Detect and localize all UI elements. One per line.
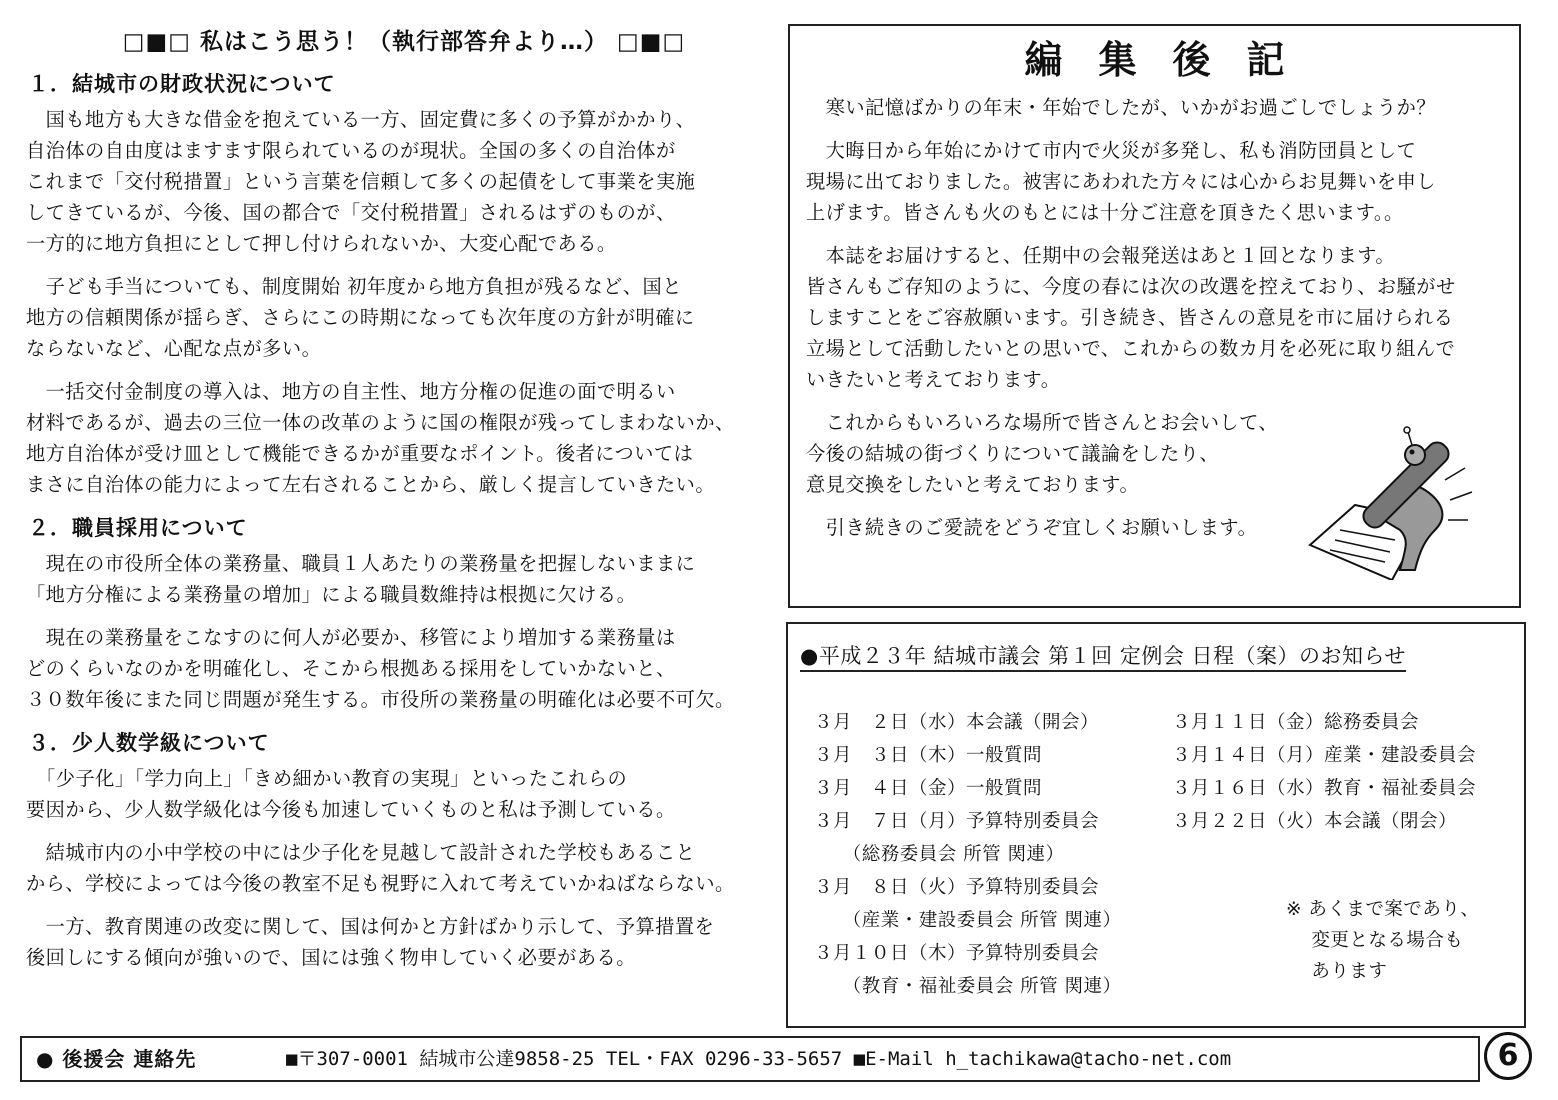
text-line: いきたいと考えております。 bbox=[806, 368, 1061, 391]
text-line: どのくらいなのかを明確化し、そこから根拠ある採用をしていかないと、 bbox=[26, 657, 676, 680]
text-line: 一方、教育関連の改変に関して、国は何かと方針ばかり示して、予算措置を bbox=[26, 915, 715, 938]
note-line: ※ あくまで案であり、 bbox=[1286, 899, 1480, 920]
text-line: 子ども手当についても、制度開始 初年度から地方負担が残るなど、国と bbox=[26, 275, 682, 298]
text-line: 寒い記憶ばかりの年末・年始でしたが、いかがお過ごしでしょうか？ bbox=[806, 96, 1436, 119]
footer-contact: ■〒307-0001 結城市公達9858-25 TEL・FAX 0296-33-5657 ■E-Mail h_tachikawa@tacho-net.com bbox=[286, 1048, 1232, 1070]
text-line: 皆さんもご存知のように、今度の春には次の改選を控えており、お騒がせ bbox=[806, 275, 1456, 298]
schedule-row: ３月１０日（木）予算特別委員会 bbox=[814, 943, 1100, 964]
left-header: □■□ 私はこう思う！（執行部答弁より…） □■□ bbox=[122, 29, 686, 55]
text-line: ならないなど、心配な点が多い。 bbox=[26, 337, 322, 360]
text-line: 「地方分権による業務量の増加」による職員数維持は根拠に欠ける。 bbox=[26, 583, 637, 606]
text-line: から、学校によっては今後の教室不足も視野に入れて考えていかねばならない。 bbox=[26, 872, 735, 895]
note-line: 変更となる場合も bbox=[1286, 930, 1464, 951]
text-line: 引き続きのご愛読をどうぞ宜しくお願いします。 bbox=[806, 516, 1258, 539]
paragraph bbox=[26, 548, 790, 610]
text-line: 現在の市役所全体の業務量、職員１人あたりの業務量を把握しないままに bbox=[26, 552, 696, 575]
schedule-row: ３月１１日（金）総務委員会 bbox=[1172, 712, 1420, 733]
schedule-row: ３月１６日（水）教育・福祉委員会 bbox=[1172, 778, 1477, 799]
text-line: 後回しにする傾向が強いので、国には強く物申していく必要がある。 bbox=[26, 946, 636, 969]
schedule-right-list bbox=[1172, 706, 1476, 838]
text-line: これまで「交付税措置」という言葉を信頼して多くの起債をして事業を実施 bbox=[26, 170, 696, 193]
editor-note-title: 編集後記 bbox=[1024, 38, 1321, 82]
schedule-row: ３月 ８日（火）予算特別委員会 bbox=[814, 877, 1100, 898]
text-line: してきているが、今後、国の都合で「交付税措置」されるはずのものが、 bbox=[26, 201, 676, 224]
pen-character-illustration bbox=[1300, 420, 1500, 580]
paragraph bbox=[26, 911, 790, 973]
text-line: 一括交付金制度の導入は、地方の自主性、地方分権の促進の面で明るい bbox=[26, 380, 676, 403]
schedule-box bbox=[786, 622, 1526, 1028]
schedule-left-list bbox=[814, 706, 1122, 1003]
note-line: あります bbox=[1286, 961, 1388, 982]
text-line: これからもいろいろな場所で皆さんとお会いして、 bbox=[806, 411, 1279, 434]
text-line: 本誌をお届けすると、任期中の会報発送はあと１回となります。 bbox=[806, 244, 1396, 267]
schedule-row: （産業・建設委員会 所管 関連） bbox=[814, 910, 1122, 931]
page-number: 6 bbox=[1484, 1032, 1532, 1080]
text-line: 現在の業務量をこなすのに何人が必要か、移管により増加する業務量は bbox=[26, 626, 676, 649]
text-line: 要因から、少人数学級化は今後も加速していくものと私は予測している。 bbox=[26, 798, 676, 821]
text-line: 国も地方も大きな借金を抱えている一方、固定費に多くの予算がかかり、 bbox=[26, 108, 696, 131]
text-line: 自治体の自由度はますます限られているのが現状。全国の多くの自治体が bbox=[26, 139, 676, 162]
text-line: まさに自治体の能力によって左右されることから、厳しく提言していきたい。 bbox=[26, 473, 716, 496]
schedule-note bbox=[1286, 894, 1479, 987]
text-line: 現場に出ておりました。被害にあわれた方々には心からお見舞いを申し bbox=[806, 170, 1436, 193]
text-line: 立場として活動したいとの思いで、これからの数カ月を必死に取り組んで bbox=[806, 337, 1456, 360]
paragraph bbox=[806, 240, 1506, 395]
left-sections bbox=[18, 68, 790, 973]
text-line: 地方自治体が受け皿として機能できるかが重要なポイント。後者については bbox=[26, 442, 694, 465]
paragraph bbox=[26, 837, 790, 899]
schedule-row: ３月２２日（火）本会議（閉会） bbox=[1172, 811, 1458, 832]
schedule-row: ３月 ７日（月）予算特別委員会 bbox=[814, 811, 1100, 832]
text-line: 大晦日から年始にかけて市内で火災が多発し、私も消防団員として bbox=[806, 139, 1417, 162]
section-title: ３．少人数学級について bbox=[28, 731, 270, 755]
text-line: 今後の結城の街づくりについて議論をしたり、 bbox=[806, 442, 1220, 465]
text-line: 上げます。皆さんも火のもとには十分ご注意を頂きたく思います。。 bbox=[806, 201, 1404, 224]
text-line: 結城市内の小中学校の中には少子化を見越して設計された学校もあること bbox=[26, 841, 696, 864]
text-line: 一方的に地方負担にとして押し付けられないか、大変心配である。 bbox=[26, 232, 617, 255]
section-title: １．結城市の財政状況について bbox=[28, 72, 336, 96]
text-line: 材料であるが、過去の三位一体の改革のように国の権限が残ってしまわないか、 bbox=[26, 411, 735, 434]
schedule-row: （総務委員会 所管 関連） bbox=[814, 844, 1065, 865]
schedule-row: ３月 ２日（水）本会議（開会） bbox=[814, 712, 1100, 733]
schedule-row: ３月１４日（月）産業・建設委員会 bbox=[1172, 745, 1477, 766]
paragraph bbox=[806, 135, 1506, 228]
paragraph bbox=[26, 271, 790, 364]
paragraph bbox=[26, 376, 790, 500]
text-line: 「少子化」「学力向上」「きめ細かい教育の実現」といったこれらの bbox=[26, 767, 628, 790]
section-title: ２．職員採用について bbox=[28, 516, 248, 540]
paragraph bbox=[26, 104, 790, 259]
paragraph bbox=[26, 622, 790, 715]
footer-label: ● 後援会 連絡先 bbox=[36, 1047, 197, 1071]
left-column bbox=[18, 22, 790, 985]
text-line: ３０数年後にまた同じ問題が発生する。市役所の業務量の明確化は必要不可欠。 bbox=[26, 688, 735, 711]
text-line: しますことをご容赦願います。引き続き、皆さんの意見を市に届けられる bbox=[806, 306, 1454, 329]
text-line: 意見交換をしたいと考えております。 bbox=[806, 473, 1140, 496]
footer-contact-bar bbox=[20, 1036, 1480, 1082]
text-line: 地方の信頼関係が揺らぎ、さらにこの時期になっても次年度の方針が明確に bbox=[26, 306, 695, 329]
schedule-row: ３月 ３日（木）一般質問 bbox=[814, 745, 1043, 766]
paragraph bbox=[26, 763, 790, 825]
paragraph bbox=[806, 92, 1506, 123]
schedule-row: （教育・福祉委員会 所管 関連） bbox=[814, 976, 1122, 997]
schedule-title: ●平成２３年 結城市議会 第１回 定例会 日程（案）のお知らせ bbox=[800, 640, 1406, 670]
schedule-row: ３月 ４日（金）一般質問 bbox=[814, 778, 1043, 799]
